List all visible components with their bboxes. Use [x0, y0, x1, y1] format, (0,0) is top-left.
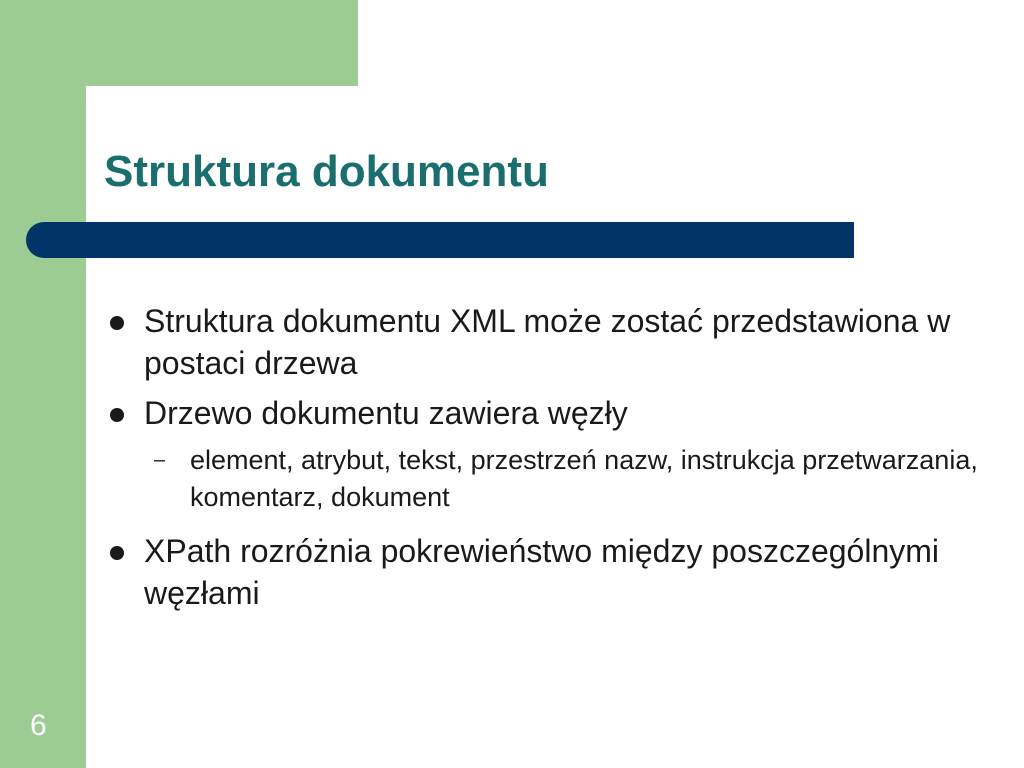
bullet-dot-icon: [110, 316, 124, 330]
dash-bullet-icon: –: [154, 449, 166, 471]
bullet-text: Struktura dokumentu XML może zostać przedstawiona w postaci drzewa: [144, 303, 951, 381]
bullet-text: Drzewo dokumentu zawiera węzły: [144, 395, 628, 431]
sub-bullet-text: element, atrybut, tekst, przestrzeń nazw, instrukcja przetwarzania, komentarz, dokument: [190, 445, 978, 512]
left-accent-band: [0, 0, 86, 768]
bullet-item: [104, 392, 994, 434]
bullet-dot-icon: [110, 408, 124, 422]
bullet-dot-icon: [110, 546, 124, 560]
bullet-text: XPath rozróżnia pokrewieństwo między poszczególnymi węzłami: [144, 533, 940, 611]
slide-title: Struktura dokumentu: [104, 147, 549, 196]
page-number: 6: [30, 709, 47, 742]
top-accent-band: [0, 0, 358, 86]
bullet-item: [104, 300, 994, 384]
sub-bullet-item: [104, 442, 994, 516]
bullet-item: [104, 530, 994, 614]
bullet-list: [104, 300, 994, 622]
title-underline-bar: [26, 222, 854, 258]
